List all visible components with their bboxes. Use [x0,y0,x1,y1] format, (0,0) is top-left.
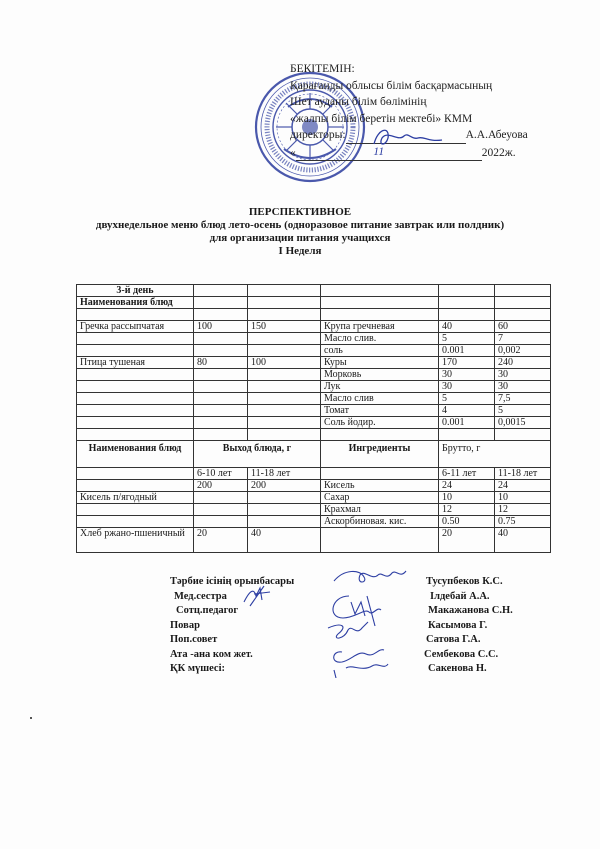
table-row [77,297,551,309]
gross-6-11: 12 [439,504,495,516]
document-subtitle-2: для организации питания учащихся [209,232,391,244]
approval-line-1: Қарағанды облысы білім басқармасының [290,79,493,92]
signature-2 [240,584,274,608]
dish-name [77,345,194,357]
output-6-10 [194,504,248,516]
output-6-10 [194,417,248,429]
table-row [77,492,551,504]
output-6-10 [194,393,248,405]
gross-11-18: 5 [495,405,551,417]
signer-name: Сакенова Н. [428,663,487,674]
ingredient: Сахар [321,492,439,504]
scan-speck [30,717,32,719]
approval-line-2: Шет ауданы білім бөлімінің [290,96,427,108]
output-11-18 [248,405,321,417]
output-6-10: 20 [194,528,248,553]
output-11-18 [248,369,321,381]
output-6-10: 100 [194,321,248,333]
ingredient: Морковь [321,369,439,381]
dish-name [77,369,194,381]
gross-11-18: 0,0015 [495,417,551,429]
gross-11-18: 240 [495,357,551,369]
gross-6-11: 0.001 [439,417,495,429]
output-11-18 [248,492,321,504]
dish-name: Кисель п/ягодный [77,492,194,504]
output-11-18 [248,504,321,516]
signer-role: ҚК мүшесі: [170,663,225,674]
dish-name [77,480,194,492]
dish-name [77,516,194,528]
output-6-10: 200 [194,480,248,492]
week-label: I Неделя [278,245,322,257]
table-row [77,528,551,553]
header-output: Выход блюда, г [194,441,321,468]
signer-name: Сатова Г.А. [426,634,481,645]
age-11-18-gross: 11-18 лет [495,468,551,480]
output-11-18: 40 [248,528,321,553]
approval-title: БЕКІТЕМІН: [290,63,355,75]
output-6-10: 80 [194,357,248,369]
gross-11-18: 0,002 [495,345,551,357]
gross-11-18: 24 [495,480,551,492]
output-11-18 [248,381,321,393]
signer-role: Сотц.педагог [176,605,239,616]
gross-6-11: 5 [439,333,495,345]
output-6-10 [194,405,248,417]
signer-name: Макажанова С.Н. [428,605,513,616]
gross-6-11: 30 [439,369,495,381]
document-subtitle: двухнедельное меню блюд лето-осень (одноразовое питание завтрак или полдник) [95,219,505,231]
signer-role: Повар [170,619,200,631]
director-label: директоры: [290,129,346,141]
table-row [77,357,551,369]
output-11-18 [248,417,321,429]
table-row [77,504,551,516]
gross-6-11: 20 [439,528,495,553]
ingredient: Крупа гречневая [321,321,439,333]
director-signature [368,124,448,152]
signer-role: Ата -ана ком жет. [170,648,253,660]
table-row [77,405,551,417]
gross-6-11: 4 [439,405,495,417]
document-headings [0,206,600,258]
dish-name: Гречка рассыпчатая [77,321,194,333]
output-6-10 [194,381,248,393]
age-11-18: 11-18 лет [248,468,321,480]
dish-name [77,393,194,405]
table-row [77,309,551,321]
gross-6-11: 5 [439,393,495,405]
gross-6-11: 10 [439,492,495,504]
table-row [77,393,551,405]
output-6-10 [194,516,248,528]
gross-6-11: 40 [439,321,495,333]
dish-name: Птица тушеная [77,357,194,369]
gross-11-18: 10 [495,492,551,504]
gross-11-18: 12 [495,504,551,516]
table-row [77,345,551,357]
output-11-18: 150 [248,321,321,333]
age-6-11-gross: 6-11 лет [439,468,495,480]
dish-name [77,417,194,429]
document-title: ПЕРСПЕКТИВНОЕ [248,206,352,218]
table-row [77,480,551,492]
table-row [77,321,551,333]
table-row [77,381,551,393]
director-name: А.А.Абеуова [465,129,528,141]
gross-11-18: 0.75 [495,516,551,528]
output-11-18 [248,516,321,528]
gross-11-18: 30 [495,381,551,393]
gross-11-18: 60 [495,321,551,333]
table-row [77,516,551,528]
date-month: 11 [336,144,422,162]
ingredient: Аскорбиновая. кис. [321,516,439,528]
gross-6-11: 170 [439,357,495,369]
signer-name: Касымова Г. [428,619,488,631]
table-age-row [77,468,551,480]
ingredient: Крахмал [321,504,439,516]
table-row [77,333,551,345]
ingredient: Масло слив [321,393,439,405]
ingredient: соль [321,345,439,357]
dish-name [77,381,194,393]
age-6-10: 6-10 лет [194,468,248,480]
dish-name [77,504,194,516]
dish-name: Хлеб ржано-пшеничный [77,528,194,553]
output-11-18: 100 [248,357,321,369]
signer-role: Тәрбие ісінің орынбасары [170,576,295,587]
signature-4 [322,620,392,678]
ingredient: Кисель [321,480,439,492]
header-dish: Наименования блюд [77,441,194,468]
ingredient: Томат [321,405,439,417]
output-6-10 [194,492,248,504]
header-gross: Брутто, г [439,441,551,468]
signer-name: Ілдебай А.А. [430,590,490,602]
output-6-10 [194,333,248,345]
gross-11-18: 30 [495,369,551,381]
gross-11-18: 40 [495,528,551,553]
signer-role: Поп.совет [170,634,218,645]
approval-line-3: «жалпы білім беретін мектебі» КММ [290,112,473,125]
date-quote: « [290,146,296,159]
signer-name: Сембекова С.С. [424,648,499,660]
gross-6-11: 30 [439,381,495,393]
ingredient: Лук [321,381,439,393]
output-11-18 [248,333,321,345]
gross-6-11: 24 [439,480,495,492]
table-row [77,429,551,441]
date-year: 2022ж. [481,146,516,159]
ingredient: Масло слив. [321,333,439,345]
gross-11-18: 7 [495,333,551,345]
gross-6-11: 0.001 [439,345,495,357]
gross-6-11: 0.50 [439,516,495,528]
ingredient: Куры [321,357,439,369]
signer-role: Мед.сестра [174,590,227,602]
table-row [77,417,551,429]
output-11-18: 200 [248,480,321,492]
signature-1 [330,567,410,589]
dish-name [77,333,194,345]
ingredient: Соль йодир. [321,417,439,429]
dish-header: Наименования блюд [77,297,194,309]
output-11-18 [248,345,321,357]
table-row [77,285,551,297]
gross-11-18: 7,5 [495,393,551,405]
table-row [77,369,551,381]
dish-name [77,405,194,417]
output-11-18 [248,393,321,405]
menu-table [76,284,551,553]
ingredient [321,528,439,553]
output-6-10 [194,345,248,357]
output-6-10 [194,369,248,381]
signer-name: Тусупбеков К.С. [426,576,503,587]
header-ingredients: Ингредиенты [321,441,439,468]
day-label: 3-й день [77,285,194,297]
table-header-row [77,441,551,468]
